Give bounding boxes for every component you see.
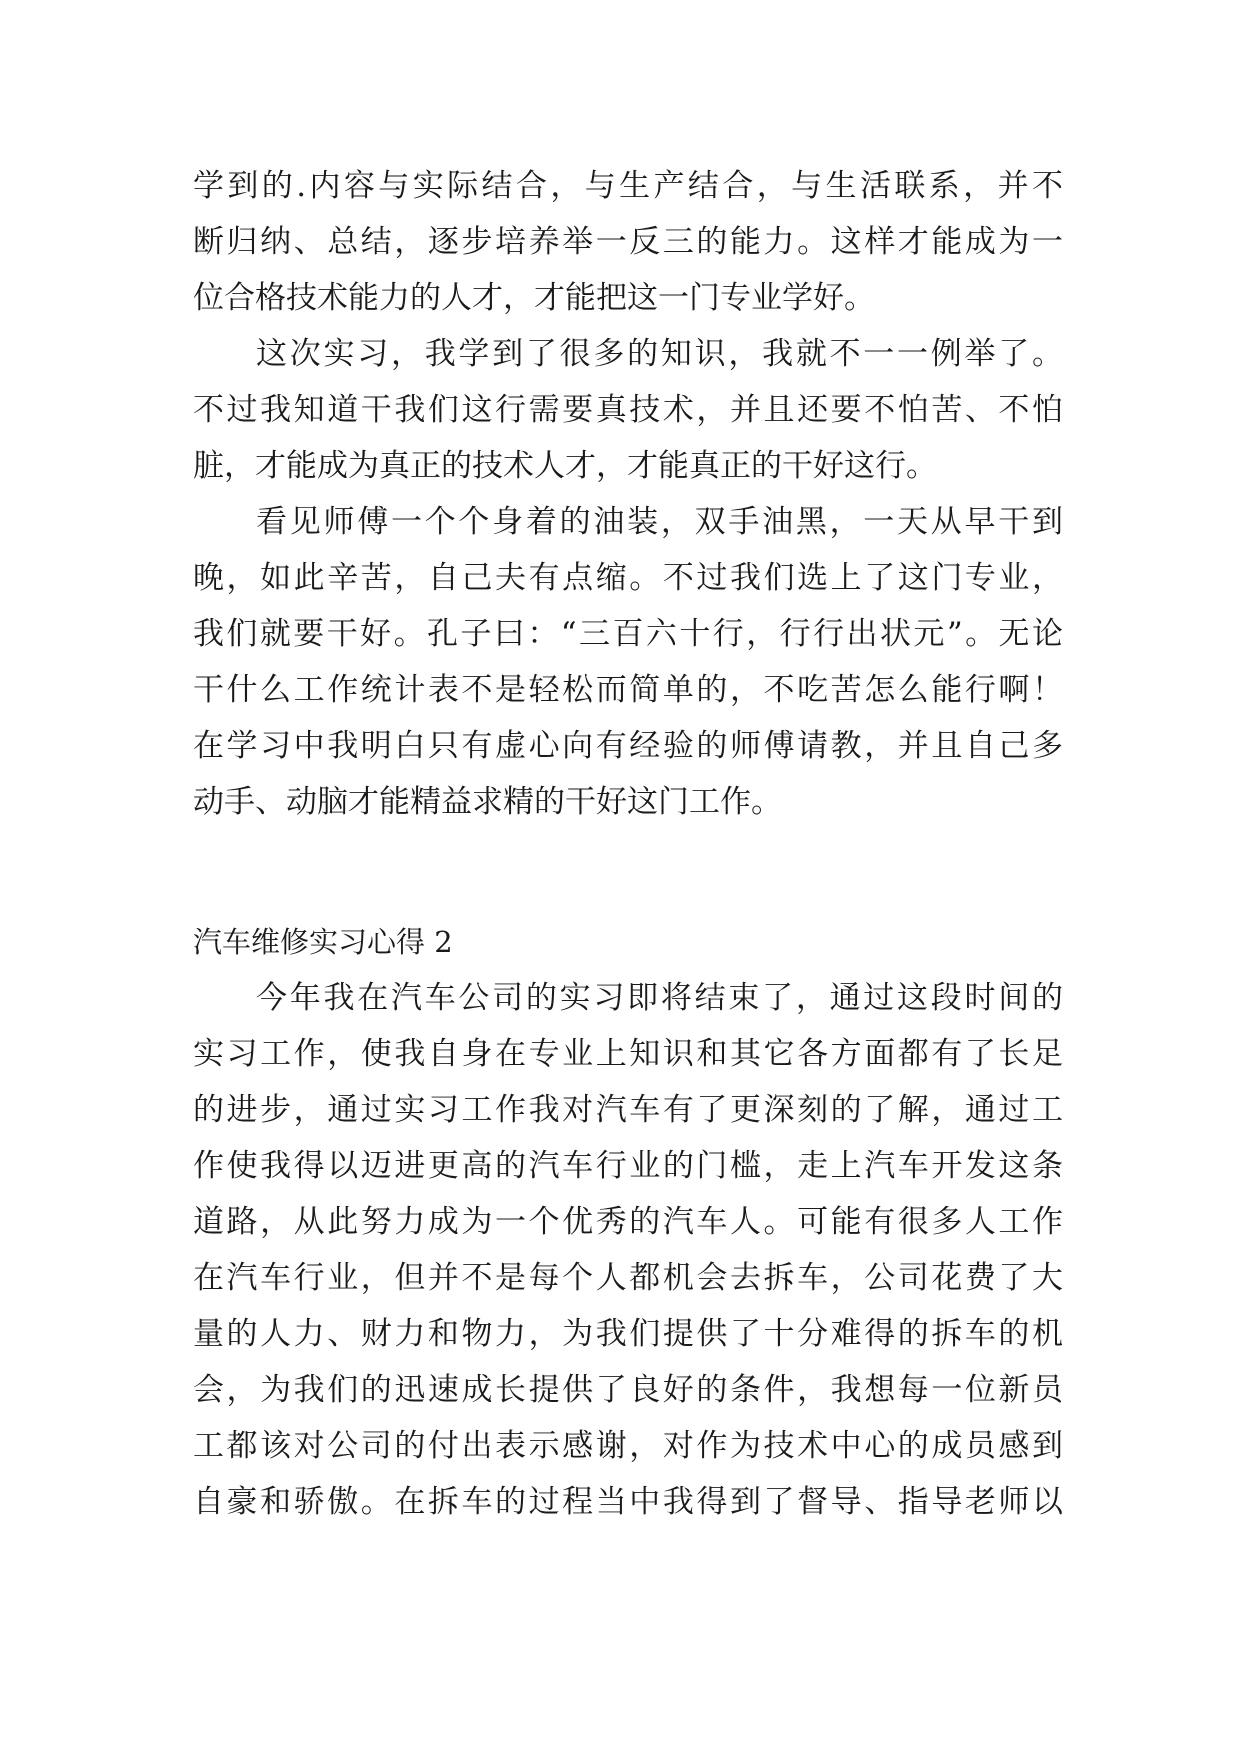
paragraph-3-line-2: 晚，如此辛苦，自己夫有点缩。不过我们选上了这门专业， bbox=[193, 560, 1063, 596]
paragraph-4-line-5: 道路，从此努力成为一个优秀的汽车人。可能有很多人工作 bbox=[193, 1204, 1063, 1240]
paragraph-1-line-3: 位合格技术能力的人才，才能把这一门专业学好。 bbox=[193, 280, 875, 316]
paragraph-3-line-4: 干什么工作统计表不是轻松而简单的，不吃苦怎么能行啊！ bbox=[193, 672, 1063, 708]
paragraph-4-line-2: 实习工作，使我自身在专业上知识和其它各方面都有了长足 bbox=[193, 1036, 1063, 1072]
paragraph-2-line-2: 不过我知道干我们这行需要真技术，并且还要不怕苦、不怕 bbox=[193, 392, 1063, 428]
paragraph-1-line-1: 学到的.内容与实际结合，与生产结合，与生活联系，并不 bbox=[193, 168, 1063, 204]
paragraph-4-line-1: 今年我在汽车公司的实习即将结束了，通过这段时间的 bbox=[256, 980, 1063, 1016]
paragraph-3-line-3: 我们就要干好。孔子曰：“三百六十行，行行出状元”。无论 bbox=[193, 616, 1063, 652]
paragraph-1-line-2: 断归纳、总结，逐步培养举一反三的能力。这样才能成为一 bbox=[193, 224, 1063, 260]
paragraph-4-line-6: 在汽车行业，但并不是每个人都机会去拆车，公司花费了大 bbox=[193, 1260, 1063, 1296]
paragraph-4-line-10: 自豪和骄傲。在拆车的过程当中我得到了督导、指导老师以 bbox=[193, 1484, 1063, 1520]
paragraph-4-line-3: 的进步，通过实习工作我对汽车有了更深刻的了解，通过工 bbox=[193, 1092, 1063, 1128]
paragraph-4-line-8: 会，为我们的迅速成长提供了良好的条件，我想每一位新员 bbox=[193, 1372, 1063, 1408]
paragraph-2-line-3: 脏，才能成为真正的技术人才，才能真正的干好这行。 bbox=[193, 448, 937, 484]
paragraph-4-line-9: 工都该对公司的付出表示感谢，对作为技术中心的成员感到 bbox=[193, 1428, 1063, 1464]
paragraph-4-line-7: 量的人力、财力和物力，为我们提供了十分难得的拆车的机 bbox=[193, 1316, 1063, 1352]
section-heading: 汽车维修实习心得 2 bbox=[193, 925, 453, 959]
paragraph-2-line-1: 这次实习，我学到了很多的知识，我就不一一例举了。 bbox=[256, 336, 1063, 372]
paragraph-3-line-6: 动手、动脑才能精益求精的干好这门工作。 bbox=[193, 784, 782, 820]
paragraph-3-line-1: 看见师傅一个个身着的油装，双手油黑，一天从早干到 bbox=[256, 504, 1063, 540]
paragraph-4-line-4: 作使我得以迈进更高的汽车行业的门槛，走上汽车开发这条 bbox=[193, 1148, 1063, 1184]
paragraph-3-line-5: 在学习中我明白只有虚心向有经验的师傅请教，并且自己多 bbox=[193, 728, 1063, 764]
